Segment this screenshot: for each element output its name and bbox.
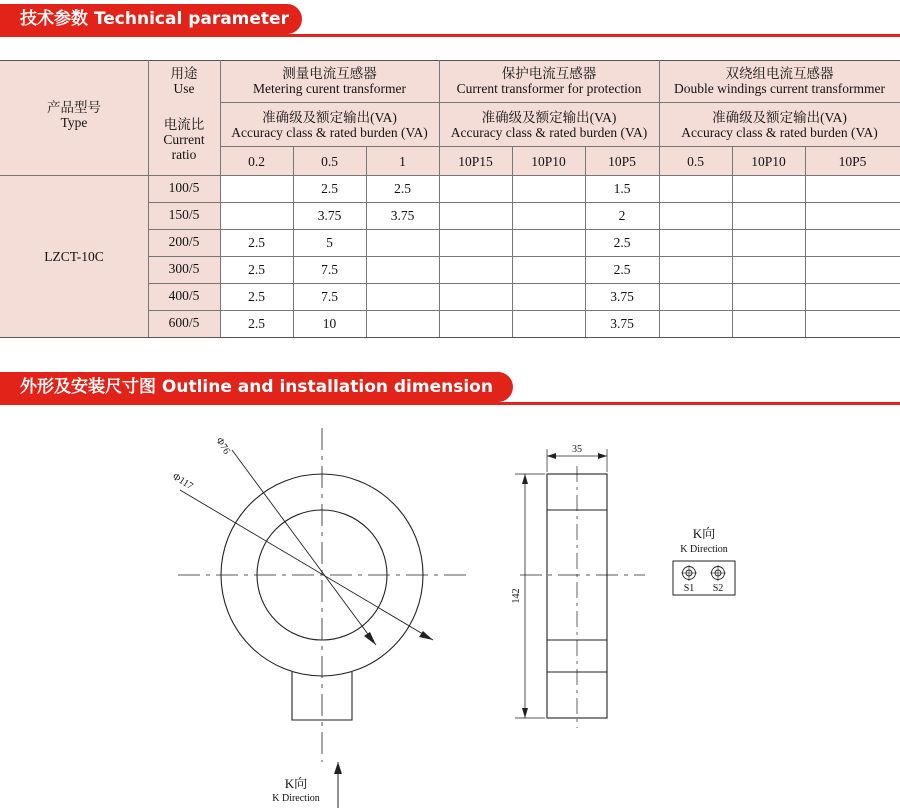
value-cell: 2.5 bbox=[321, 181, 338, 196]
accuracy-class-cell: 10P5 bbox=[608, 154, 636, 169]
value-cell: 3.75 bbox=[610, 289, 634, 304]
value-cell: 7.5 bbox=[321, 262, 338, 277]
arrowhead bbox=[522, 474, 528, 484]
arrowhead bbox=[364, 632, 376, 645]
value-cell: 10 bbox=[322, 316, 337, 331]
outer-diameter-label: Φ117 bbox=[170, 471, 195, 493]
value-cell: 2.5 bbox=[248, 235, 265, 250]
ratio-cell: 600/5 bbox=[168, 315, 200, 330]
outer-diameter-line bbox=[180, 490, 433, 640]
section-title: 技术参数 Technical parameter bbox=[20, 9, 289, 29]
ratio-cell: 300/5 bbox=[168, 261, 200, 276]
k-direction-en: K Direction bbox=[272, 793, 320, 804]
section-title: 外形及安装尺寸图 Outline and installation dimension bbox=[20, 377, 493, 397]
terminal-plate bbox=[673, 561, 735, 595]
value-cell: 2.5 bbox=[248, 262, 265, 277]
accuracy-class-cell: 0.2 bbox=[248, 154, 265, 169]
arrowhead bbox=[419, 631, 433, 640]
accuracy-zh: 准确级及额定输出(VA) bbox=[481, 110, 617, 125]
accuracy-en: Accuracy class & rated burden (VA) bbox=[450, 125, 648, 140]
accuracy-class-cell: 10P10 bbox=[531, 154, 566, 169]
accuracy-zh: 准确级及额定输出(VA) bbox=[712, 110, 847, 125]
value-cell: 5 bbox=[326, 235, 333, 250]
height-label: 142 bbox=[511, 588, 522, 604]
value-cell: 3.75 bbox=[390, 208, 415, 223]
accuracy-class-cell: 10P5 bbox=[838, 154, 867, 169]
value-cell: 2.5 bbox=[613, 262, 631, 277]
accuracy-zh: 准确级及额定输出(VA) bbox=[262, 110, 397, 125]
ratio-cell: 100/5 bbox=[168, 180, 200, 195]
accuracy-class-cell: 1 bbox=[399, 154, 406, 169]
group-en: Metering curent transformer bbox=[253, 81, 406, 96]
ratio-header-en: ratio bbox=[171, 147, 197, 162]
front-view bbox=[178, 428, 470, 808]
k-direction-zh: K向 bbox=[692, 526, 716, 541]
accuracy-class-cell: 10P10 bbox=[751, 154, 786, 169]
width-label: 35 bbox=[572, 444, 582, 455]
use-header-en: Use bbox=[173, 81, 195, 96]
inner-diameter-label: Φ76 bbox=[213, 435, 232, 457]
arrowhead bbox=[334, 762, 342, 774]
ratio-header-zh: 电流比 bbox=[163, 117, 205, 132]
value-cell: 2 bbox=[618, 208, 626, 223]
terminal-s1-label: S1 bbox=[683, 583, 695, 594]
group-zh: 保护电流互感器 bbox=[501, 66, 597, 81]
group-zh: 双绕组电流互感器 bbox=[725, 66, 834, 81]
terminal-s2-label: S2 bbox=[712, 583, 724, 594]
model-cell: LZCT-10C bbox=[44, 249, 104, 264]
value-cell: 2.5 bbox=[394, 181, 411, 196]
arrowhead bbox=[598, 453, 607, 459]
value-cell: 2.5 bbox=[248, 289, 265, 304]
arrowhead bbox=[522, 708, 528, 718]
ratio-cell: 400/5 bbox=[168, 288, 200, 303]
k-direction-zh: K向 bbox=[284, 776, 308, 791]
accuracy-en: Accuracy class & rated burden (VA) bbox=[231, 125, 428, 140]
ratio-header-en: Current bbox=[163, 132, 205, 147]
value-cell: 2.5 bbox=[613, 235, 631, 250]
group-en: Current transformer for protection bbox=[456, 81, 642, 96]
use-header-zh: 用途 bbox=[170, 66, 198, 81]
terminal-detail bbox=[673, 561, 735, 595]
ratio-cell: 200/5 bbox=[168, 234, 200, 249]
side-view bbox=[515, 449, 645, 728]
value-cell: 3.75 bbox=[610, 316, 634, 331]
arrowhead bbox=[547, 453, 556, 459]
group-zh: 测量电流互感器 bbox=[282, 66, 377, 81]
type-header-en: Type bbox=[60, 115, 88, 130]
value-cell: 7.5 bbox=[321, 289, 338, 304]
k-direction-en: K Direction bbox=[680, 544, 728, 555]
value-cell: 1.5 bbox=[613, 181, 631, 196]
value-cell: 3.75 bbox=[317, 208, 342, 223]
group-en: Double windings current transformmer bbox=[673, 81, 886, 96]
accuracy-class-cell: 0.5 bbox=[321, 154, 338, 169]
accuracy-en: Accuracy class & rated burden (VA) bbox=[681, 125, 878, 140]
ratio-cell: 150/5 bbox=[168, 207, 200, 222]
type-header-zh: 产品型号 bbox=[47, 100, 101, 115]
value-cell: 2.5 bbox=[248, 316, 265, 331]
accuracy-class-cell: 0.5 bbox=[687, 154, 704, 169]
accuracy-class-cell: 10P15 bbox=[458, 154, 493, 169]
